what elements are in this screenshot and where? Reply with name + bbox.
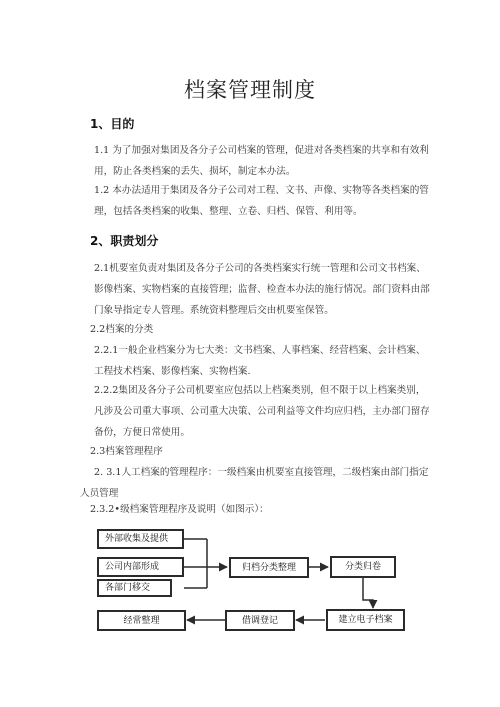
flow-label-external: 外部收集及提供 bbox=[105, 534, 169, 544]
flow-label-transfer: 各部门移交 bbox=[105, 583, 151, 593]
document-title: 档案管理制度 bbox=[184, 78, 316, 102]
flow-box-borrow bbox=[225, 610, 295, 631]
flow-box-classify bbox=[229, 557, 309, 578]
flow-label-organize: 经常整理 bbox=[123, 615, 160, 626]
flow-label-borrow: 借调登记 bbox=[241, 615, 278, 626]
flow-box-external bbox=[97, 529, 184, 549]
flow-box-internal bbox=[97, 557, 184, 577]
paragraph-2-1: 2.1机要室负责对集团及各分子公司的各类档案实行统一管理和公司文书档案、影像档案、实物档案的直接管理；监督、检查本办法的施行情况。部门资料由部门象导指定专人管理。系统资料整理后交由机要室保管。 bbox=[94, 263, 430, 316]
flow-label-classify: 归档分类整理 bbox=[241, 562, 296, 573]
archive-flow-diagram bbox=[97, 522, 407, 652]
flow-label-filing: 分类归卷 bbox=[344, 562, 381, 572]
section-heading-responsibilities: 2、职责划分 bbox=[90, 234, 159, 248]
paragraph-2-2-2: 2.2.2集团及各分子公司机要室应包括以上档案类别，但不限于以上档案类别，凡涉及公司重大事项、公司重大决策、公司利益等文件均应归档，主办部门留存备份，方便日常使用。 bbox=[94, 385, 430, 438]
flow-box-filing bbox=[330, 556, 396, 578]
flow-box-electronic bbox=[326, 609, 405, 631]
flow-box-organize bbox=[97, 610, 186, 631]
paragraph-2-2: 2.2档案的分类 bbox=[90, 324, 154, 335]
paragraph-2-3: 2.3档案管理程序 bbox=[90, 446, 163, 457]
section-heading-purpose: 1、目的 bbox=[90, 117, 135, 131]
paragraph-2-3-1: 2. 3.1人工档案的管理程序：一级档案由机要室直接管理，二级档案由部门指定人员管理 bbox=[80, 467, 429, 499]
paragraph-2-3-2: 2.3.2•级档案管理程序及说明（如图示）： bbox=[90, 504, 269, 515]
arrow-to-electronic bbox=[363, 578, 373, 608]
paragraph-1-1: 1.1 为了加强对集团及各分子公司档案的管理，促进对各类档案的共享和有效利用，防止各类档案的丢失、损坏，制定本办法。 bbox=[94, 145, 429, 177]
flow-label-electronic: 建立电子档案 bbox=[338, 615, 393, 625]
flow-box-transfer bbox=[97, 579, 172, 597]
paragraph-1-2: 1.2 本办法适用于集团及各分子公司对工程、文书、声像、实物等各类档案的管理，包括各类档案的收集、整理、立卷、归档、保管、利用等。 bbox=[94, 185, 429, 217]
paragraph-2-2-1: 2.2.1一般企业档案分为七大类：文书档案、人事档案、经营档案、会计档案、工程技术档案、影像档案、实物档案. bbox=[94, 345, 426, 377]
flow-label-internal: 公司内部形成 bbox=[105, 562, 160, 572]
